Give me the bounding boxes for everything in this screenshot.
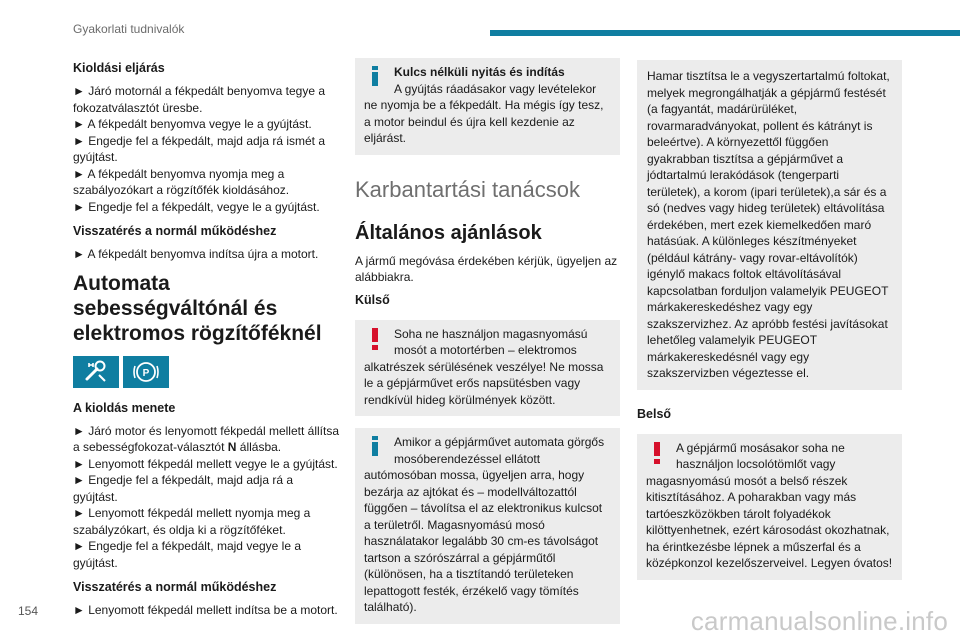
note-first-line: A gyújtás ráadásakor vagy levételekor <box>394 81 597 96</box>
return-steps <box>73 246 340 263</box>
return-step: ► Lenyomott fékpedál mellett indítsa be a motort. <box>73 603 338 617</box>
warning-first-line: A gépjármű mosásakor soha ne használjon locsolótömlőt vagy <box>676 440 845 471</box>
process-step: ► Lenyomott fékpedál mellett vegye le a gyújtást. <box>73 456 338 471</box>
return-step: ► A fékpedált benyomva indítsa újra a motort. <box>73 247 319 261</box>
svg-text:P: P <box>142 367 150 379</box>
heading-release-procedure: Kioldási eljárás <box>73 61 165 75</box>
step-text: állásba. <box>236 440 282 454</box>
process-step: ► Engedje fel a fékpedált, majd vegye le a gyújtást. <box>73 539 302 570</box>
release-step: ► A fékpedált benyomva vegye le a gyújtást. <box>73 117 312 131</box>
return-steps-2 <box>73 602 340 619</box>
warning-icon <box>647 442 667 469</box>
header-accent-bar <box>490 30 960 36</box>
release-step: ► Engedje fel a fékpedált, vegye le a gyújtást. <box>73 199 320 214</box>
heading-release-process: A kioldás menete <box>73 400 176 415</box>
parking-brake-icon <box>123 356 169 388</box>
release-steps <box>73 83 340 215</box>
process-step <box>73 423 340 456</box>
note-first-line: Amikor a gépjárművet automata görgős mosóberendezéssel ellátott <box>394 435 605 466</box>
heading-interior: Belső <box>637 406 672 421</box>
warning-icon <box>365 328 385 355</box>
heading-return-normal-2: Visszatérés a normál működéshez <box>73 580 277 594</box>
general-text: A jármű megóvása érdekében kérjük, ügyeljen az alábbiakra. <box>355 253 618 284</box>
heading-automatic-gearbox: Automata sebességváltónál és elektromos rögzítőféknél <box>73 271 322 345</box>
release-step: ► A fékpedált benyomva nyomja meg a szabályozókart a rögzítőfék kioldásához. <box>73 166 290 197</box>
warning-body: magasnyomású mosót a belső részek kitisztításához. A poharakban vagy más tartóeszközökben tárolt folyadékok kilöttyenhetnek, ezért károsodást okozhatnak, ha érintkezésbe lépnek a műszerfal és a középkonzol kezelőszerveivel. Legyen óvatos! <box>646 473 893 570</box>
heading-general-recommendations: Általános ajánlások <box>355 221 542 244</box>
gear-position-n: N <box>227 440 237 454</box>
note-body: autómosóban mossa, ügyeljen arra, hogy bezárja az ajtókat és – modellváltozattól függően – távolítsa el az elektronikus kulcsot a területről. Magasnyomású mosó használatakor legalább 30 cm-es távolságot tartson a szórószárral a gépjárműtől (különösen, ha a tisztítandó területeken lepattogott festék, érzékelő vagy tömítés található). <box>364 468 603 614</box>
heading-maintenance-tips: Karbantartási tanácsok <box>355 176 581 202</box>
warning-body: alkatrészek sérülésének veszélye! Ne mossa le a gépjárművet erős napsütésben vagy rendkívül hideg körülmények között. <box>364 359 604 407</box>
info-icon <box>365 66 385 91</box>
note-title: Kulcs nélküli nyitás és indítás <box>394 65 565 79</box>
icon-row <box>73 356 340 388</box>
process-step: ► Lenyomott fékpedál mellett nyomja meg a szabályzókart, és oldja ki a rögzítőféket. <box>73 506 311 537</box>
page-number: 154 <box>18 604 39 618</box>
info-box-car-wash <box>355 428 620 624</box>
section-header: Gyakorlati tudnivalók <box>73 22 185 36</box>
warning-first-line: Soha ne használjon magasnyomású mosót a motortérben – elektromos <box>394 326 588 357</box>
heading-exterior: Külső <box>355 292 390 307</box>
column-3 <box>637 60 902 592</box>
paint-care-box <box>637 60 902 390</box>
gearbox-wrench-icon <box>73 356 119 388</box>
release-step: ► Engedje fel a fékpedált, majd adja rá ismét a gyújtást. <box>73 133 326 164</box>
process-steps <box>73 423 340 572</box>
warning-box-exterior <box>355 320 620 417</box>
release-step: ► Járó motornál a fékpedált benyomva tegye a fokozatválasztót üresbe. <box>73 84 326 115</box>
column-1 <box>73 60 340 627</box>
process-step: ► Engedje fel a fékpedált, majd adja rá a gyújtást. <box>73 473 294 504</box>
watermark: carmanualsonline.info <box>690 606 948 636</box>
note-body: ne nyomja be a fékpedált. Ha mégis így tesz, a motor beindul és újra kell kezdenie az eljárást. <box>364 98 604 145</box>
heading-return-normal: Visszatérés a normál működéshez <box>73 224 277 238</box>
step-text: ► Járó motor és lenyomott fékpedál mellett állítsa a sebességfokozat-választót <box>73 423 339 454</box>
warning-box-interior <box>637 434 902 580</box>
info-icon <box>365 436 385 461</box>
info-note-keyless <box>355 58 620 155</box>
paint-care-text: Hamar tisztítsa le a vegyszertartalmú foltokat, melyek megrongálhatják a gépjármű festését (a fagyantát, madárürüléket, rovarmaradványokat, pollent és kátrányt is beleértve). A környezettől függően gyakrabban tisztítsa a gépjárművet a jódtartalmú lerakódások (tengerparti területek), a korom (ipari területek),a sár és a só (nedves vagy hideg területek) eltávolítása érdekében, mert ezek kiemelkedően maró hatásúak. A különleges készítményeket (például kátrány- vagy rovar-eltávolítók) igénylő makacs foltok eltávolításával kapcsolatban forduljon valamelyik PEUGEOT márkakereskedéshez vagy egy szakszervizhez. Az apróbb festési javításokat lehetőleg valamelyik PEUGEOT márkakereskedésnél vagy egy szakszervizben végeztesse el. <box>647 69 890 380</box>
column-2 <box>355 60 620 636</box>
